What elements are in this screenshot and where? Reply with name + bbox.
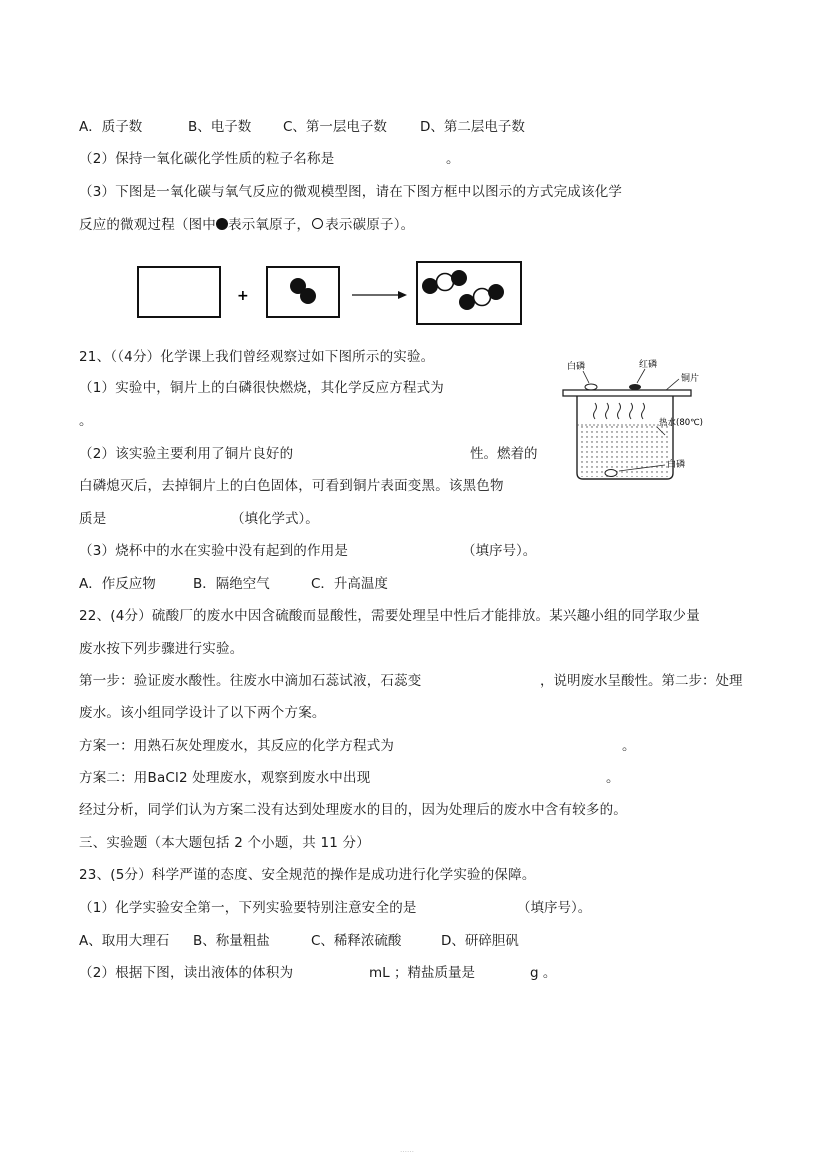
plus-sign: + [237, 288, 249, 304]
empty-reactant-box[interactable] [138, 267, 220, 317]
q21-part2-c-pre: 质是 [79, 511, 107, 527]
page-footer: …… [400, 1146, 414, 1154]
q22-line2: 废水按下列步骤进行实验。 [79, 641, 244, 657]
oxygen-atom-2 [300, 288, 316, 304]
q21-part2-c-post: （填化学式）。 [231, 511, 319, 527]
q22-plan2: 方案二：用BaCl2 处理废水，观察到废水中出现 [79, 770, 371, 786]
q21-part2-a: （2）该实验主要利用了铜片良好的 [79, 446, 294, 462]
q21-title: 21、（（4分）化学课上我们曾经观察过如下图所示的实验。 [79, 349, 435, 365]
co2-2-oxygen-right [488, 284, 504, 300]
q22-plan1: 方案一：用熟石灰处理废水，其反应的化学方程式为 [79, 738, 395, 754]
q20-part2-end: 。 [446, 151, 460, 167]
q20-part3-mid: 表示氧原子， [228, 217, 311, 233]
q23-part1-end: （填序号）。 [517, 900, 592, 916]
q20-option-b: B、电子数 [188, 119, 252, 135]
q22-step1-pre: 第一步：验证废水酸性。往废水中滴加石蕊试液，石蕊变 [79, 673, 422, 689]
co2-1-oxygen-right [451, 270, 467, 286]
q23-title: 23、(5分）科学严谨的态度、安全规范的操作是成功进行化学实验的保障。 [79, 867, 536, 883]
reaction-arrow-head [398, 291, 407, 299]
carbon-atom-icon [312, 218, 323, 229]
q21-part3: （3）烧杯中的水在实验中没有起到的作用是 [79, 543, 349, 559]
phosphorus-combustion-figure [555, 355, 725, 490]
hot-water [579, 425, 671, 477]
q22-title: 22、(4分）硫酸厂的废水中因含硫酸而显酸性，需要处理呈中性后才能排放。某兴趣小组的同学取少量 [79, 608, 700, 624]
q20-part3-post: 表示碳原子）。 [325, 217, 415, 233]
oxygen-atom-icon [216, 218, 228, 230]
q23-part2-mid: mL ；精盐质量是 [369, 965, 475, 981]
label-red-phosphorus: 红磷 [639, 360, 658, 370]
label-hot-water: 热水(80℃) [659, 418, 703, 428]
q21-part2-b: 白磷熄灭后，去掉铜片上的白色固体，可看到铜片表面变黑。该黑色物 [79, 478, 504, 494]
red-phosphorus-on-copper [629, 384, 641, 390]
q23-option-a: A、取用大理石 [79, 933, 170, 949]
co2-1-carbon [437, 274, 454, 291]
q23-option-d: D、研碎胆矾 [441, 933, 519, 949]
label-white-phosphorus-bottom: 白磷 [667, 460, 686, 470]
q22-plan1-end: 。 [622, 738, 636, 754]
q23-part2-end: g 。 [530, 965, 557, 981]
white-phosphorus-in-water [605, 470, 617, 477]
molecular-model-diagram [130, 255, 530, 335]
white-phosphorus-on-copper [585, 384, 597, 390]
co2-1-oxygen-left [422, 278, 438, 294]
q21-option-b: B．隔绝空气 [193, 576, 270, 592]
label-white-phosphorus-top: 白磷 [567, 362, 586, 372]
q21-part1-end: 。 [79, 413, 93, 429]
q23-option-b: B、称量粗盐 [193, 933, 270, 949]
q23-part2: （2）根据下图，读出液体的体积为 [79, 965, 294, 981]
q22-step1-post: ，说明废水呈酸性。第二步：处理 [540, 673, 743, 689]
q21-part3-end: （填序号）。 [462, 543, 537, 559]
q22-plan2-end: 。 [606, 770, 620, 786]
q22-conclusion: 经过分析，同学们认为方案二没有达到处理废水的目的，因为处理后的废水中含有较多的。 [79, 802, 627, 818]
q21-part1: （1）实验中，铜片上的白磷很快燃烧，其化学反应方程式为 [79, 380, 444, 396]
q20-part3-line1: （3）下图是一氧化碳与氧气反应的微观模型图，请在下图方框中以图示的方式完成该化学 [79, 184, 623, 200]
copper-sheet [563, 390, 691, 396]
q23-option-c: C、稀释浓硫酸 [311, 933, 402, 949]
q20-part2: （2）保持一氧化碳化学性质的粒子名称是 [79, 151, 335, 167]
q20-option-d: D、第二层电子数 [420, 119, 525, 135]
section3-heading: 三、实验题（本大题包括 2 个小题，共 11 分） [79, 835, 370, 851]
co2-2-carbon [474, 289, 491, 306]
q22-step1-b: 废水。该小组同学设计了以下两个方案。 [79, 705, 326, 721]
q23-part1: （1）化学实验安全第一，下列实验要特别注意安全的是 [79, 900, 417, 916]
q20-part3-pre: 反应的微观过程（图中 [79, 217, 216, 233]
label-copper-sheet: 铜片 [681, 374, 700, 384]
co2-2-oxygen-left [459, 294, 475, 310]
q20-option-a: A．质子数 [79, 119, 143, 135]
q21-option-a: A．作反应物 [79, 576, 156, 592]
q20-part3-line2 [79, 216, 414, 234]
q21-part2-a-end: 性。燃着的 [470, 446, 538, 462]
q20-option-c: C、第一层电子数 [283, 119, 387, 135]
q21-option-c: C．升高温度 [311, 576, 388, 592]
